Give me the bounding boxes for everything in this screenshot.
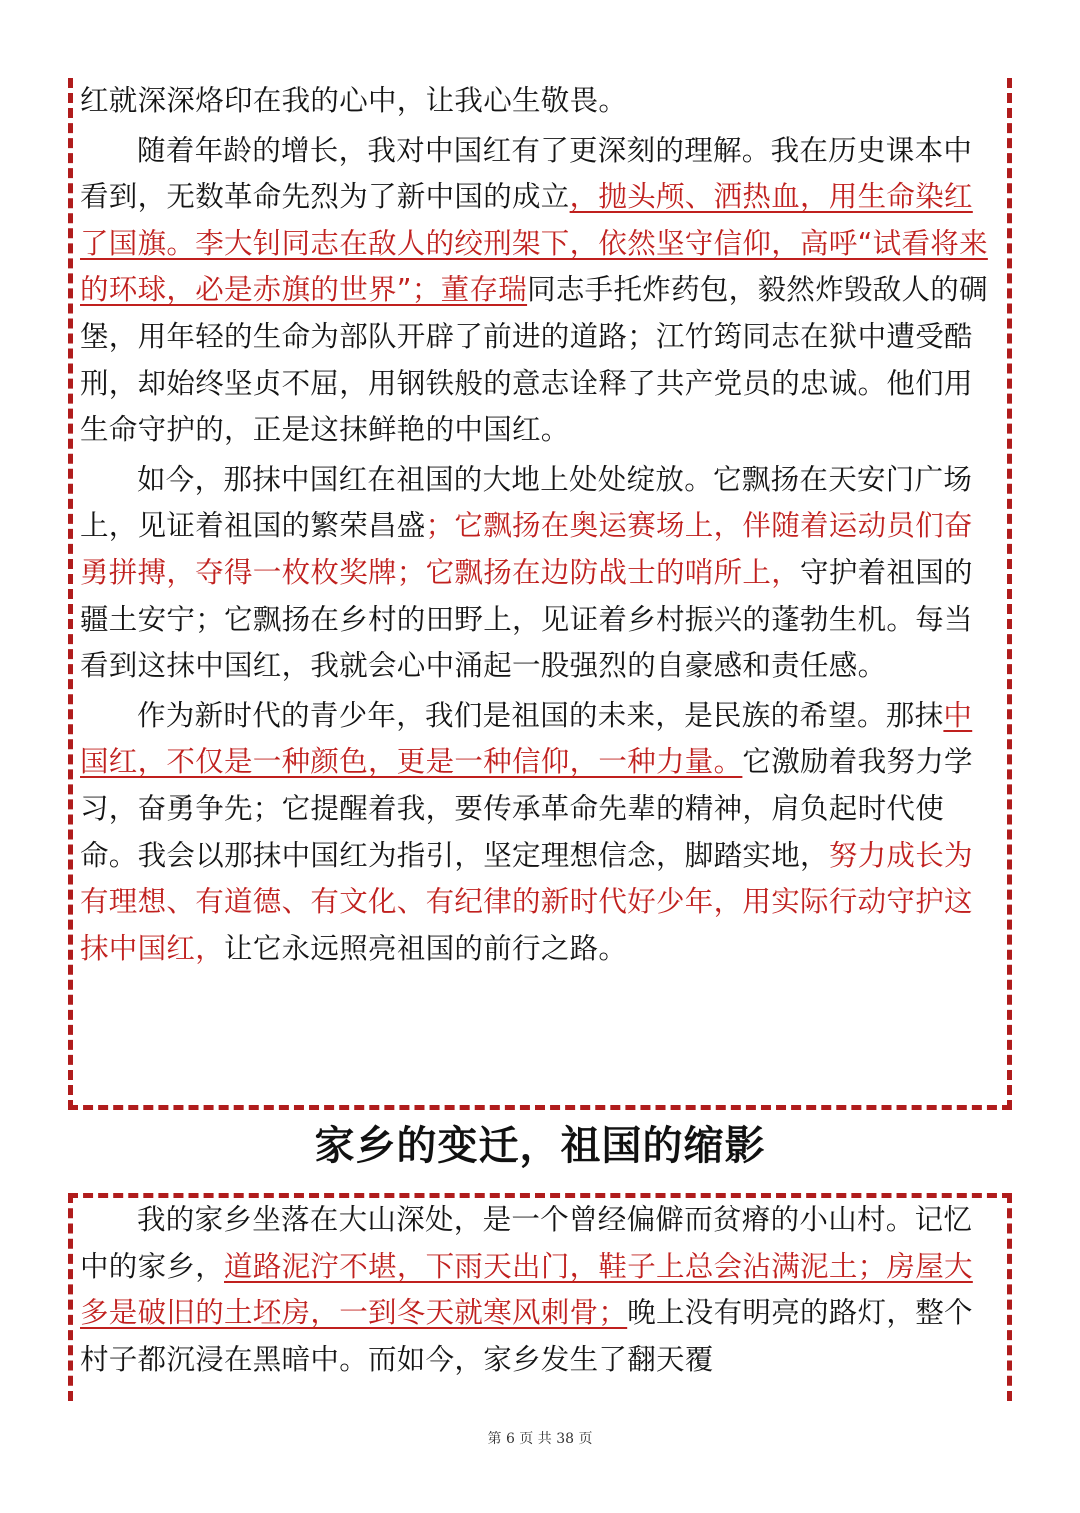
paragraph-text: 作为新时代的青少年，我们是祖国的未来，是民族的希望。那抹 (137, 698, 944, 732)
paragraph-youth (80, 693, 1000, 973)
highlighted-text: ，抛头颅、洒热血，用生命染红了国旗。李大钊同志在敌人的绞刑架下，依然坚守信仰，高呼“试看将来的环球，必是赤旗的世界”；董存瑞 (80, 180, 988, 307)
highlighted-text: 努力成长为有理想、有道德、有文化、有纪律的新时代好少年，用实际行动守护这抹中国红， (80, 838, 973, 965)
paragraph-text: 让它永远照亮祖国的前行之路。 (224, 931, 628, 965)
paragraph-continuation (80, 78, 1000, 125)
paragraph-text: 守护着祖国的疆土安宁；它飘扬在乡村的田野上，见证着乡村振兴的蓬勃生机。每当看到这抹中国红，我就会心中涌起一股强烈的自豪感和责任感。 (80, 555, 973, 683)
paragraph-text: 它激励着我努力学习，奋勇争先；它提醒着我，要传承革命先辈的精神，肩负起时代使命。我会以那抹中国红为指引，坚定理想信念，脚踏实地， (80, 745, 973, 872)
paragraph-history (80, 128, 1000, 454)
highlighted-text: ；它飘扬在奥运赛场上，伴随着运动员们奋勇拼搏，夺得一枚枚奖牌；它飘扬在边防战士的哨所上， (80, 509, 973, 589)
essay-body-section-2 (80, 1197, 1000, 1383)
essay-body-section-1 (80, 78, 1000, 972)
section-title: 家乡的变迁，祖国的缩影 (314, 1123, 766, 1169)
paragraph-text: 红就深深烙印在我的心中，让我心生敬畏。 (80, 84, 628, 117)
paragraph-text: 同志手托炸药包，毅然炸毁敌人的碉堡，用年轻的生命为部队开辟了前进的道路；江竹筠同志在狱中遭受酷刑，却始终坚贞不屈，用钢铁般的意志诠释了共产党员的忠诚。他们用生命守护的，正是这抹鲜艳的中国红。 (80, 273, 988, 447)
paragraph-text: 如今，那抹中国红在祖国的大地上处处绽放。它飘扬在天安门广场上，见证着祖国的繁荣昌盛 (80, 462, 973, 543)
paragraph-text: 随着年龄的增长，我对中国红有了更深刻的理解。我在历史课本中看到，无数革命先烈为了新中国的成立 (80, 133, 973, 214)
page-footer: 第 6 页 共 38 页 (487, 1431, 593, 1447)
paragraph-text: 我的家乡坐落在大山深处，是一个曾经偏僻而贫瘠的小山村。记忆中的家乡， (80, 1203, 973, 1283)
highlighted-text: 中国红，不仅是一种颜色，更是一种信仰，一种力量。 (80, 698, 973, 779)
paragraph-text: 晚上没有明亮的路灯，整个村子都沉浸在黑暗中。而如今，家乡发生了翻天覆 (80, 1296, 973, 1376)
highlighted-text: 道路泥泞不堪，下雨天出门，鞋子上总会沾满泥土；房屋大多是破旧的土坯房，一到冬天就寒风刺骨； (80, 1249, 973, 1330)
paragraph-hometown (80, 1197, 1000, 1383)
paragraph-today (80, 457, 1000, 690)
